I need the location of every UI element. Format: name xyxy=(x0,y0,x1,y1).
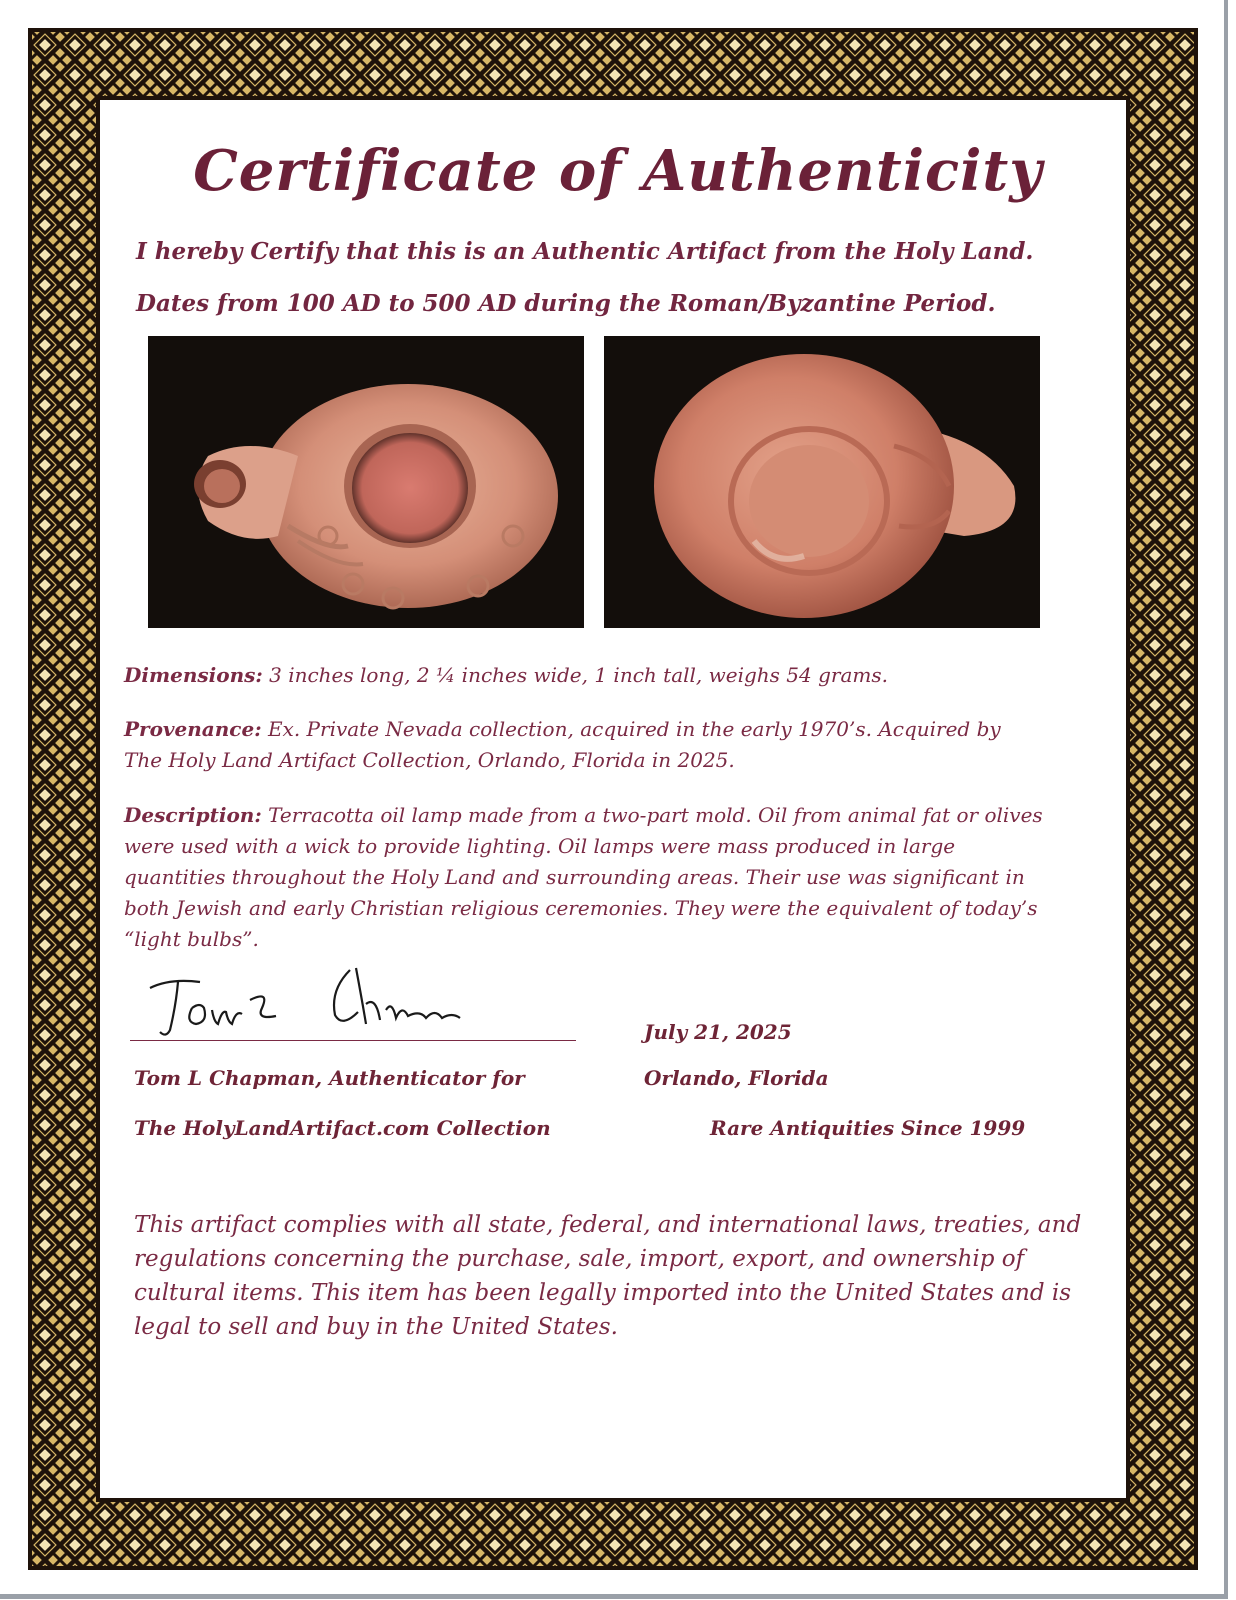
certificate-date: July 21, 2025 xyxy=(644,1020,792,1044)
artifact-photo-top xyxy=(148,336,584,628)
provenance-section xyxy=(124,714,1024,776)
dimensions-text: 3 inches long, 2 ¼ inches wide, 1 inch tall, weighs 54 grams. xyxy=(262,663,888,687)
certificate-location: Orlando, Florida xyxy=(644,1066,829,1090)
dimensions-section xyxy=(124,660,1084,691)
description-label: Description: xyxy=(124,803,262,827)
certify-statement: I hereby Certify that this is an Authentic Artifact from the Holy Land. xyxy=(136,238,1034,265)
description-text: Terracotta oil lamp made from a two-part mold. Oil from animal fat or olives were used with a wick to provide lighting. Oil lamps were mass produced in large quantities throughout the Holy Land and surrounding areas. Their use was significant in both Jewish and early Christian religious ceremonies. They were the equivalent of today’s “light bulbs”. xyxy=(124,803,1043,951)
signature-line xyxy=(130,1040,576,1041)
provenance-label: Provenance: xyxy=(124,717,262,741)
artifact-photo-bottom xyxy=(604,336,1040,628)
provenance-text: Ex. Private Nevada collection, acquired in the early 1970’s. Acquired by The Holy Land Artifact Collection, Orlando, Florida in 2025. xyxy=(124,717,1001,772)
legal-statement: This artifact complies with all state, federal, and international laws, treaties, and regulations concerning the purchase, sale, import, export, and ownership of cultural items. This item has been legally imported into the United States and is legal to sell and buy in the United States. xyxy=(134,1212,1082,1340)
collection-line: The HolyLandArtifact.com Collection xyxy=(134,1116,551,1140)
date-range-statement: Dates from 100 AD to 500 AD during the Roman/Byzantine Period. xyxy=(136,290,996,317)
dimensions-label: Dimensions: xyxy=(124,663,263,687)
handwritten-signature xyxy=(130,960,580,1040)
certificate-title: Certificate of Authenticity xyxy=(193,138,1043,204)
authenticator-line: Tom L Chapman, Authenticator for xyxy=(134,1066,525,1090)
tagline: Rare Antiquities Since 1999 xyxy=(710,1116,1026,1140)
description-section xyxy=(124,800,1054,955)
